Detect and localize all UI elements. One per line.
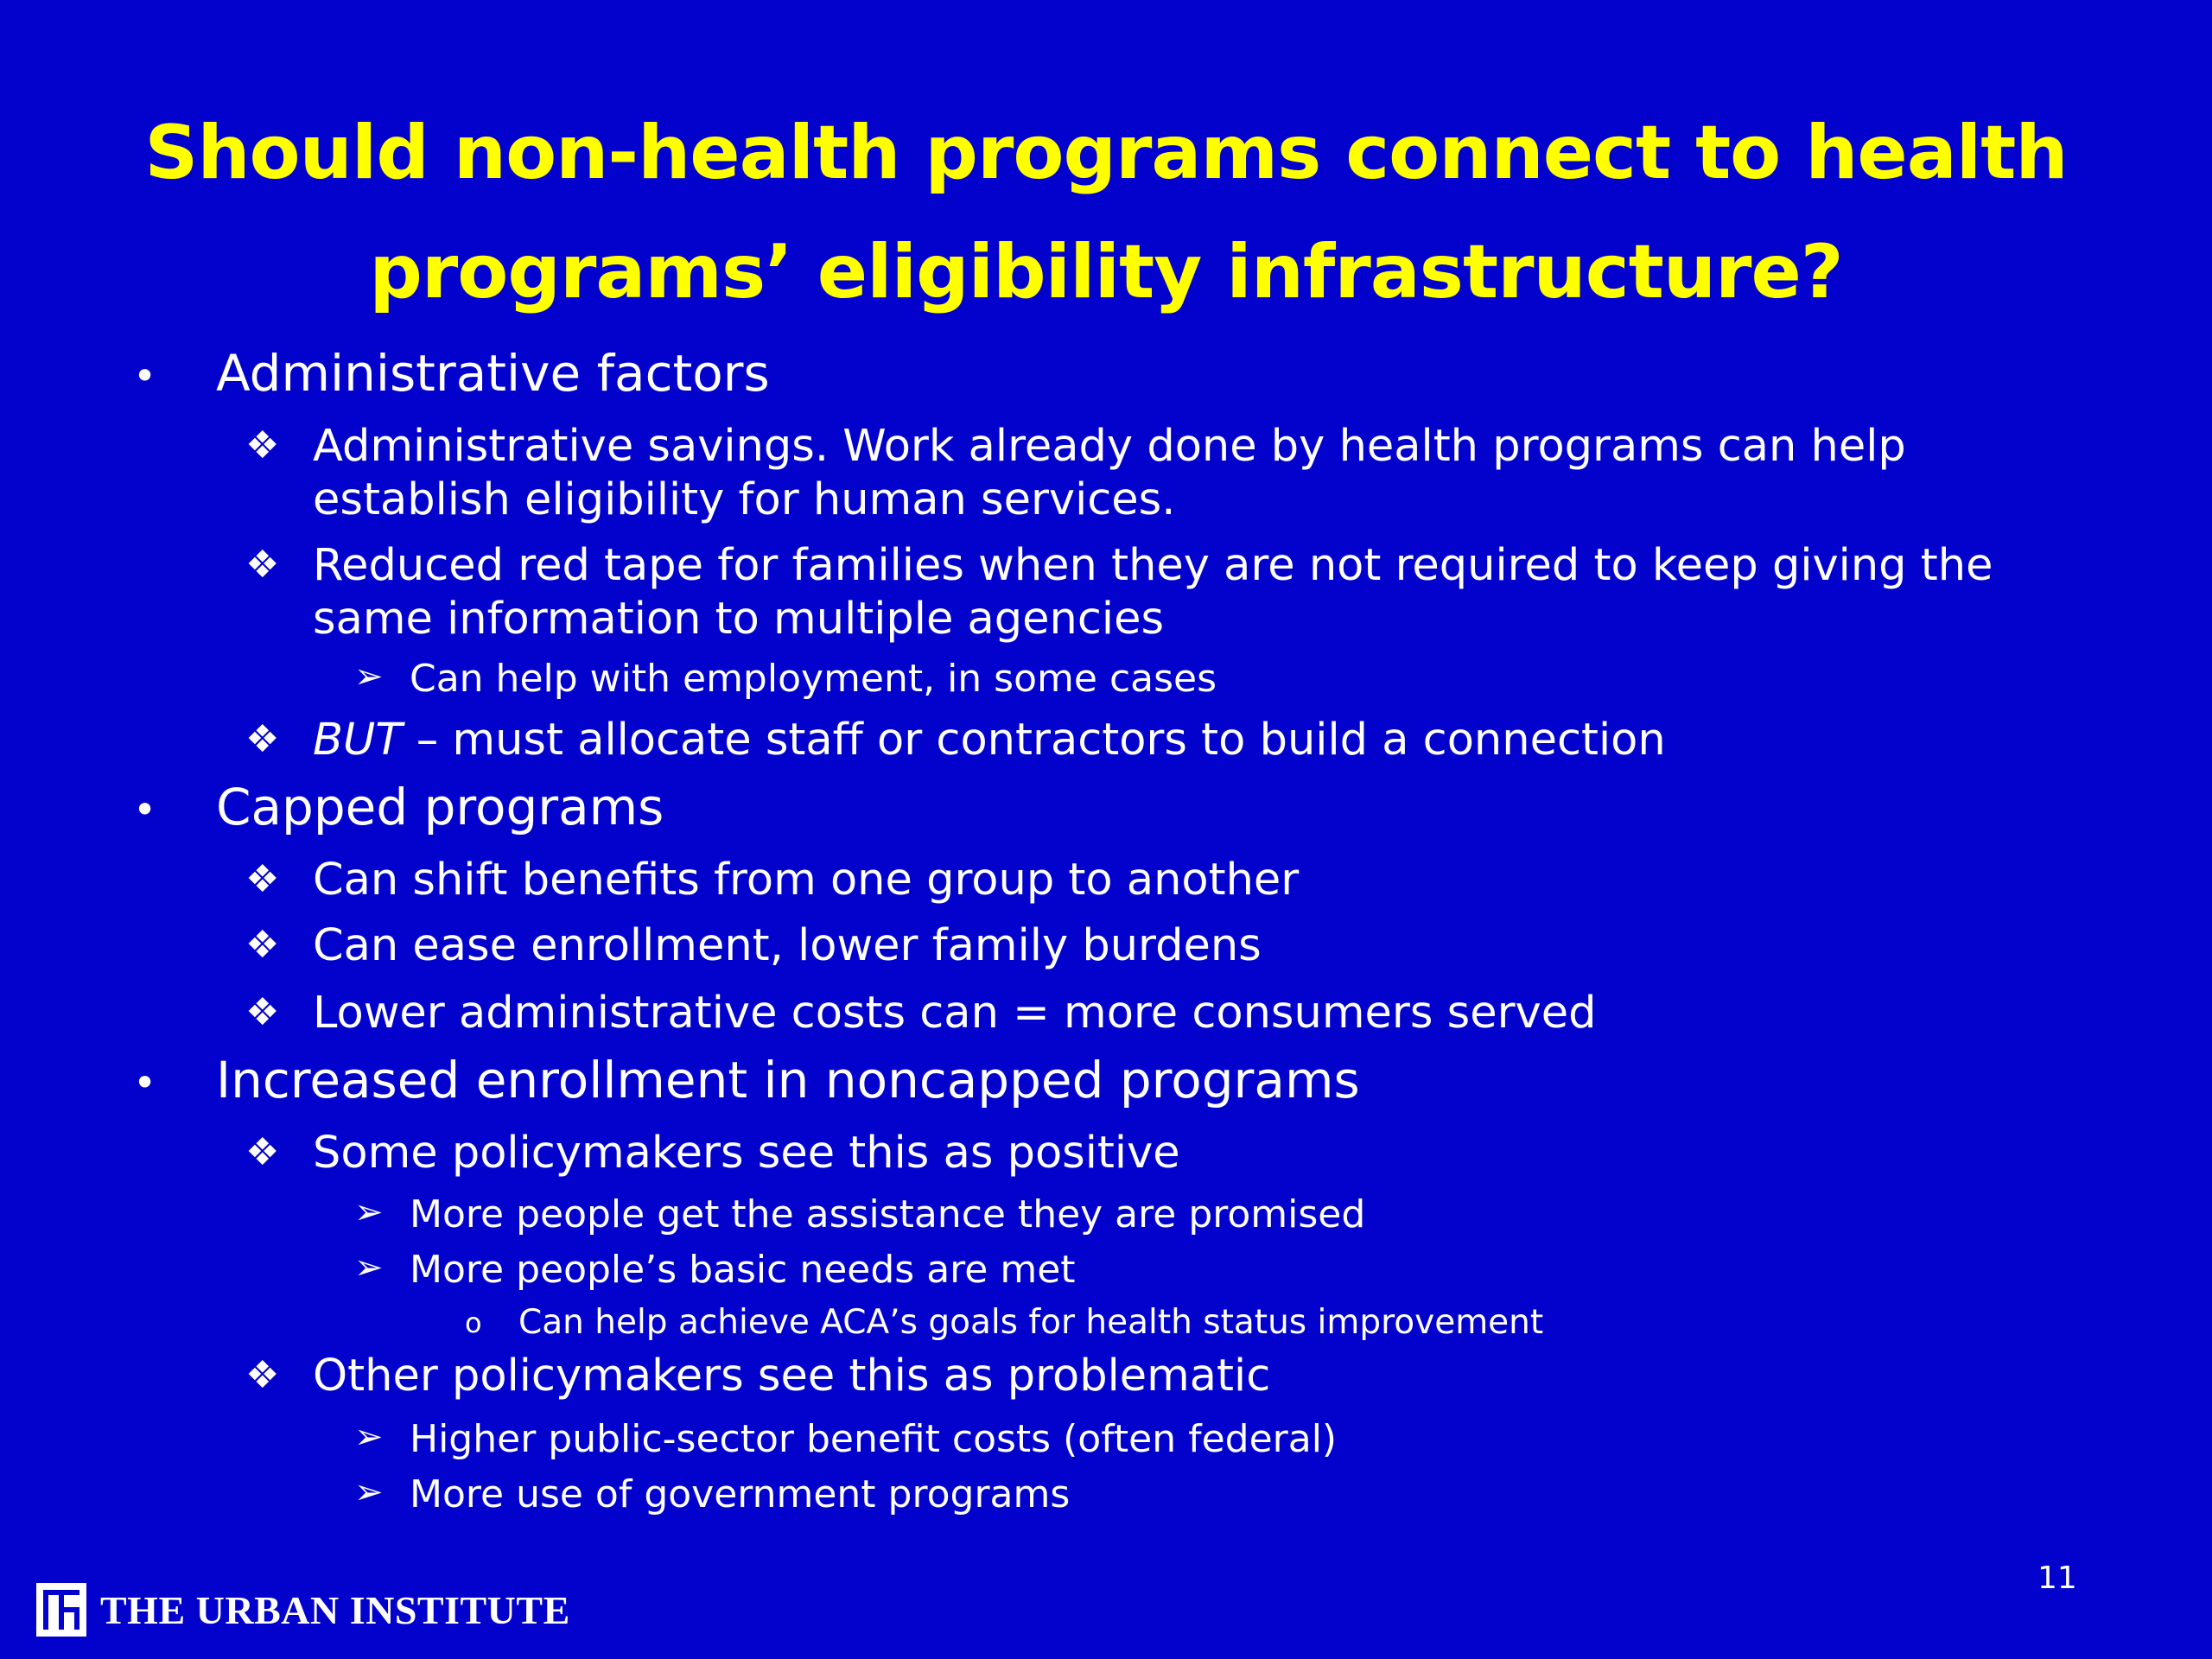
- diamond-bullet-icon: ❖: [245, 1353, 280, 1397]
- bullet-text: Capped programs: [216, 778, 664, 836]
- bullet-text: Higher public-sector benefit costs (often federal): [410, 1417, 1338, 1461]
- arrow-bullet-icon: ➢: [354, 1417, 384, 1457]
- arrow-bullet-icon: ➢: [354, 1248, 384, 1287]
- bullet-text: Other policymakers see this as problematic: [313, 1351, 1271, 1402]
- organization-name: THE URBAN INSTITUTE: [100, 1587, 570, 1632]
- bullet-text: [313, 714, 1666, 767]
- slide-title-line-1: Should non-health programs connect to health: [144, 110, 2068, 196]
- circle-bullet-icon: o: [465, 1306, 482, 1339]
- bullet-text: Can ease enrollment, lower family burdens: [313, 920, 1262, 971]
- bullet-text: [313, 420, 1906, 527]
- diamond-bullet-icon: ❖: [245, 990, 280, 1034]
- bullet-text-rest: – must allocate staff or contractors to build a connection: [402, 715, 1666, 766]
- bullet-dot-icon: •: [133, 353, 157, 399]
- diamond-bullet-icon: ❖: [245, 923, 280, 967]
- footer-logo: [36, 1581, 570, 1638]
- bullet-text-line-1: Administrative savings. Work already done by health programs can help: [313, 421, 1906, 472]
- bullet-text: [313, 539, 1993, 646]
- slide-title-line-2: programs’ eligibility infrastructure?: [369, 229, 1843, 315]
- bullet-text: Can help with employment, in some cases: [410, 657, 1217, 701]
- bullet-text: Lower administrative costs can = more consumers served: [313, 988, 1597, 1039]
- page-number: 11: [2037, 1560, 2077, 1596]
- bullet-text-line-1: Reduced red tape for families when they are not required to keep giving the: [313, 540, 1993, 591]
- bullet-text: More people’s basic needs are met: [410, 1248, 1076, 1292]
- bullet-text: Can shift benefits from one group to another: [313, 855, 1300, 906]
- arrow-bullet-icon: ➢: [354, 657, 384, 696]
- diamond-bullet-icon: ❖: [245, 857, 280, 901]
- diamond-bullet-icon: ❖: [245, 1130, 280, 1174]
- bullet-text: More use of government programs: [410, 1472, 1071, 1516]
- urban-institute-logo-icon: [36, 1583, 86, 1637]
- arrow-bullet-icon: ➢: [354, 1472, 384, 1512]
- diamond-bullet-icon: ❖: [245, 543, 280, 587]
- diamond-bullet-icon: ❖: [245, 717, 280, 761]
- bullet-text: More people get the assistance they are promised: [410, 1192, 1366, 1236]
- bullet-dot-icon: •: [133, 786, 157, 833]
- arrow-bullet-icon: ➢: [354, 1192, 384, 1232]
- bullet-text: Can help achieve ACA’s goals for health status improvement: [518, 1303, 1544, 1342]
- bullet-text-line-2: same information to multiple agencies: [313, 594, 1165, 645]
- bullet-text: Administrative factors: [216, 344, 770, 403]
- bullet-dot-icon: •: [133, 1059, 157, 1106]
- bullet-text: Some policymakers see this as positive: [313, 1128, 1180, 1179]
- bullet-text: Increased enrollment in noncapped programs: [216, 1051, 1360, 1109]
- emphasis-but: BUT: [313, 715, 403, 766]
- bullet-text-line-2: establish eligibility for human services.: [313, 474, 1176, 525]
- diamond-bullet-icon: ❖: [245, 423, 280, 467]
